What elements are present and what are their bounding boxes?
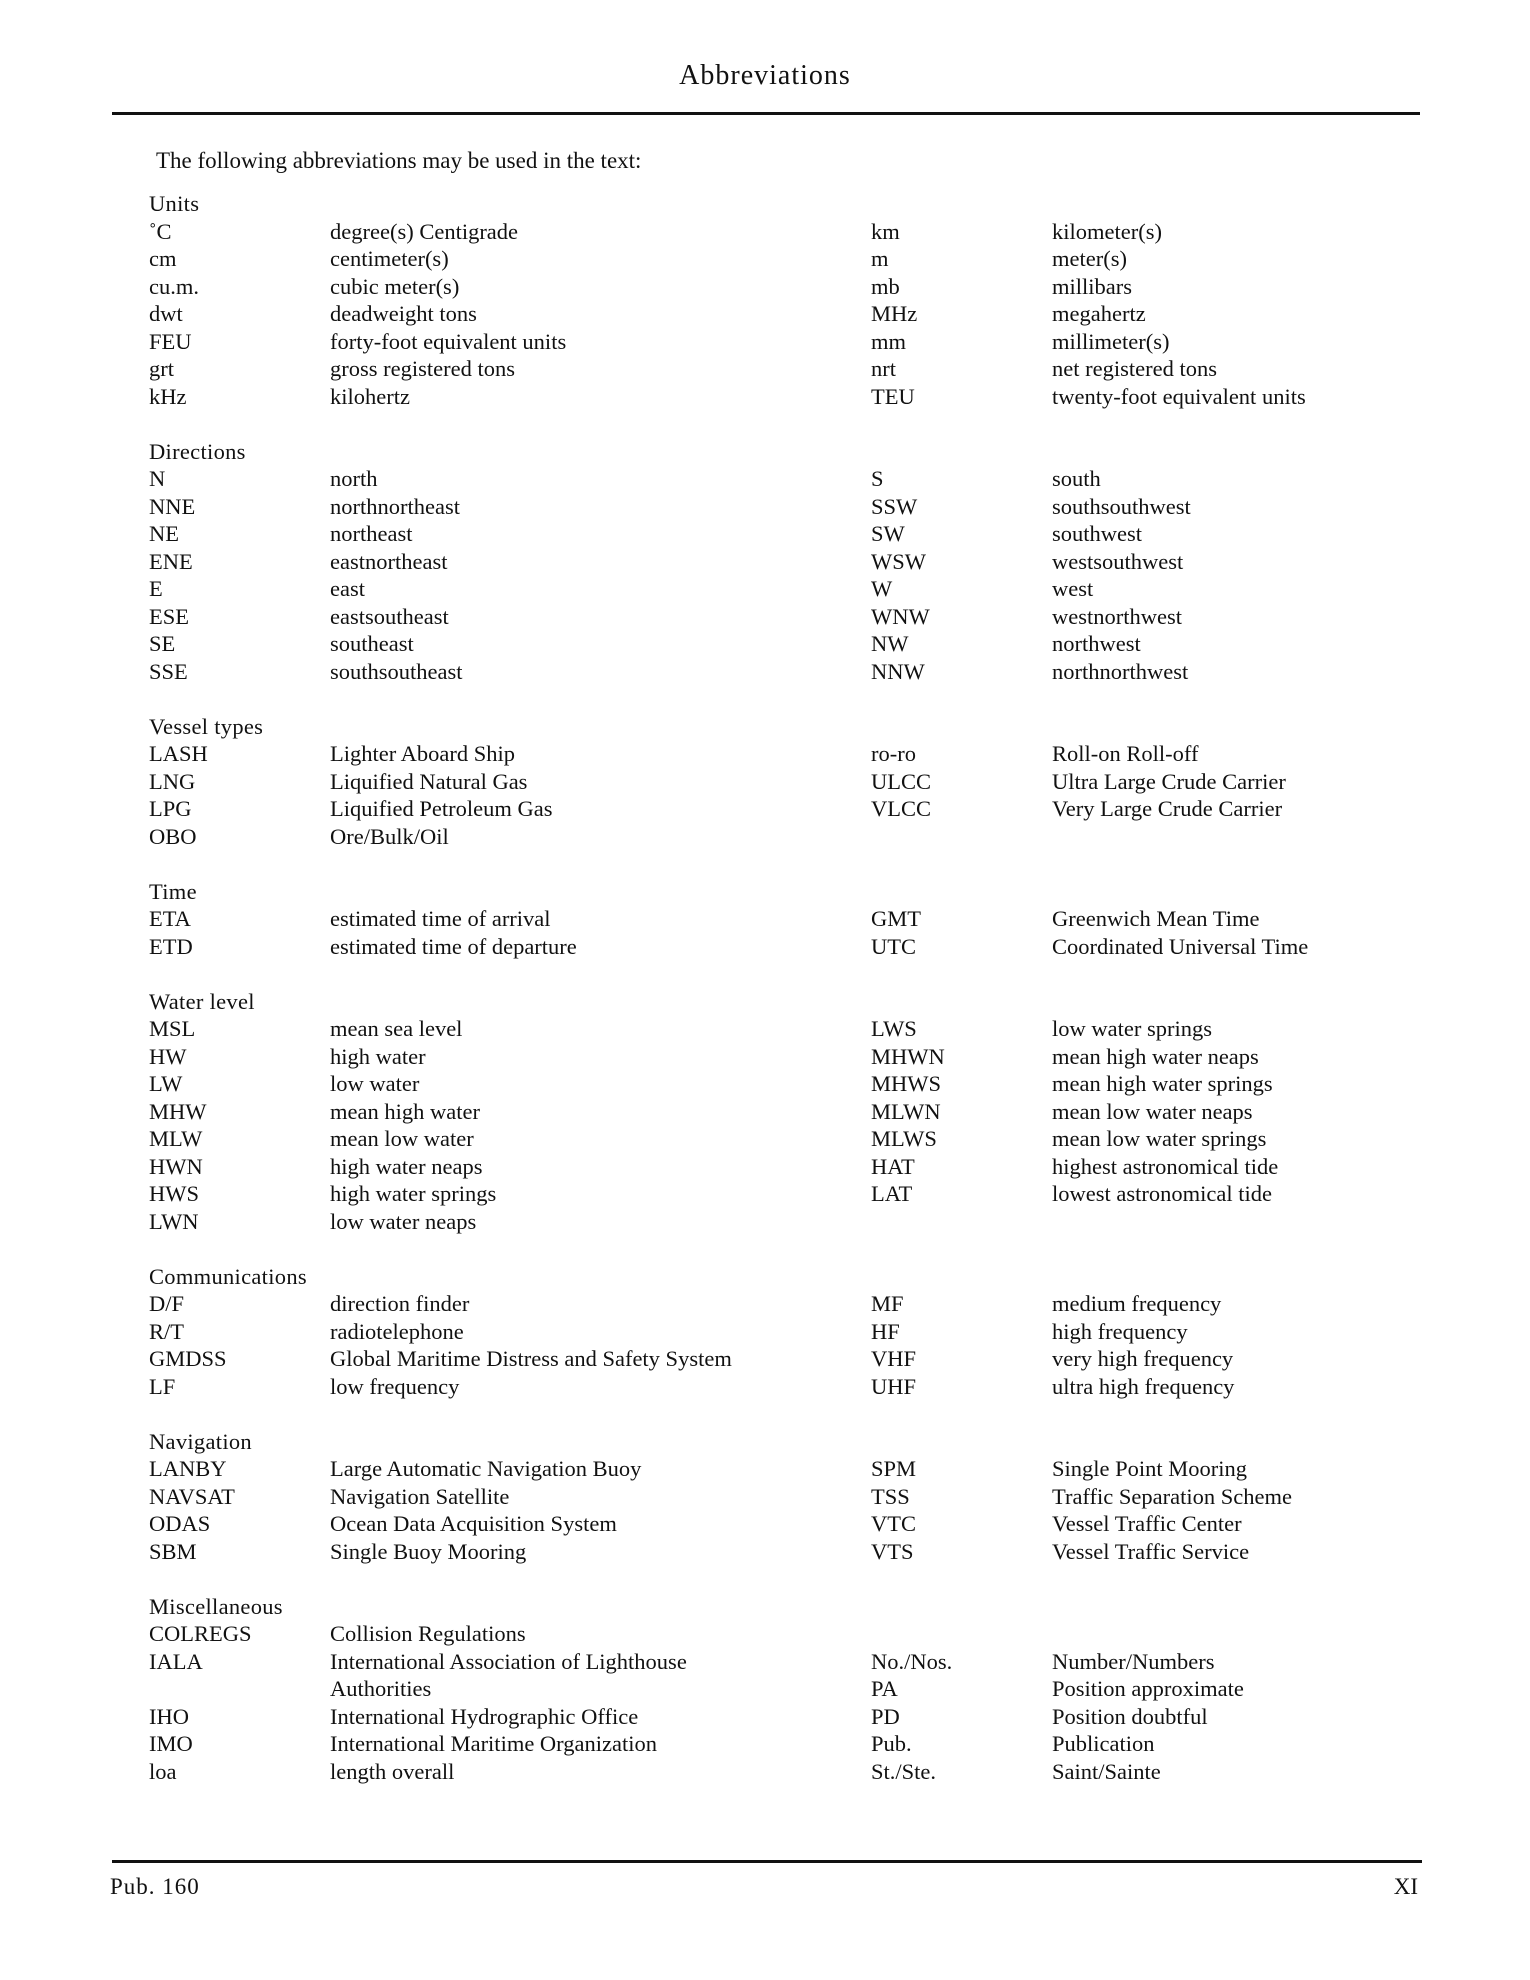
definition-left: length overall (330, 1758, 455, 1784)
abbreviation-right: nrt (871, 356, 896, 381)
abbreviation-row (149, 1043, 1349, 1071)
definition-left: northeast (330, 521, 413, 546)
section-header: Units (149, 191, 200, 216)
definition-right: Position doubtful (1052, 1703, 1208, 1729)
abbreviation-right: WNW (871, 603, 930, 629)
abbreviation-right: S (871, 466, 884, 491)
page-title: Abbreviations (679, 60, 851, 91)
definition-right: south (1052, 466, 1101, 491)
definition-left: low frequency (330, 1373, 460, 1399)
definition-right: Vessel Traffic Center (1052, 1511, 1242, 1536)
abbreviation-left: COLREGS (149, 1621, 252, 1646)
definition-right: millibars (1052, 273, 1132, 299)
abbreviation-left: IHO (149, 1703, 189, 1729)
definition-right: southsouthwest (1052, 493, 1191, 519)
section-time (149, 878, 1349, 961)
definition-right: west (1052, 576, 1094, 601)
definition-left: low water (330, 1071, 420, 1096)
abbreviation-left: ETD (149, 933, 193, 959)
definition-left: Liquified Natural Gas (330, 768, 528, 794)
abbreviation-row (149, 1098, 1349, 1126)
abbreviation-right: SW (871, 521, 905, 546)
definition-right: westnorthwest (1052, 603, 1182, 629)
definition-left: north (330, 466, 378, 491)
abbreviation-row (149, 218, 1349, 246)
abbreviation-left: ETA (149, 906, 191, 931)
definition-left: eastsoutheast (330, 603, 449, 629)
definition-right: Greenwich Mean Time (1052, 906, 1260, 931)
section-header: Vessel types (149, 713, 264, 739)
definition-left: mean low water (330, 1126, 474, 1151)
definition-left: high water (330, 1043, 426, 1069)
definition-right: mean low water neaps (1052, 1098, 1253, 1124)
abbreviation-row (149, 328, 1349, 356)
abbreviation-row (149, 603, 1349, 631)
abbreviation-row (149, 905, 1349, 933)
abbreviation-row (149, 245, 1349, 273)
abbreviation-row (149, 1015, 1349, 1043)
definition-left: estimated time of departure (330, 933, 577, 959)
abbreviation-left: loa (149, 1758, 177, 1784)
definition-right: Roll-on Roll-off (1052, 741, 1199, 766)
definition-right: northwest (1052, 631, 1141, 656)
definition-right: Traffic Separation Scheme (1052, 1483, 1292, 1509)
abbreviation-row (149, 933, 1349, 961)
definition-left: deadweight tons (330, 301, 477, 326)
intro-text: The following abbreviations may be used in the text: (156, 148, 642, 173)
definition-left: Large Automatic Navigation Buoy (330, 1456, 642, 1481)
definition-left: mean high water (330, 1098, 480, 1124)
definition-left: Ore/Bulk/Oil (330, 823, 449, 849)
abbreviation-right: MHWS (871, 1071, 942, 1096)
abbreviation-row (149, 548, 1349, 576)
definition-left: radiotelephone (330, 1318, 464, 1344)
definition-left: eastnortheast (330, 548, 448, 574)
abbreviation-right: SSW (871, 493, 918, 519)
abbreviation-row (149, 1153, 1349, 1181)
abbreviation-row (149, 1455, 1349, 1483)
abbreviation-right: MLWN (871, 1098, 941, 1124)
abbreviation-right: ULCC (871, 768, 932, 794)
abbreviation-left: HWN (149, 1153, 203, 1179)
abbreviation-left: IALA (149, 1648, 203, 1674)
abbreviation-right: mm (871, 328, 907, 354)
definition-right: meter(s) (1052, 246, 1127, 271)
abbreviation-right: GMT (871, 906, 921, 931)
section-units (149, 190, 1349, 410)
abbreviation-right: HF (871, 1318, 900, 1344)
abbreviation-row (149, 823, 1349, 851)
definition-right: net registered tons (1052, 356, 1217, 381)
abbreviation-row (149, 1675, 1349, 1703)
abbreviation-left: LANBY (149, 1456, 227, 1481)
section-navigation (149, 1428, 1349, 1566)
abbreviation-row (149, 1648, 1349, 1676)
abbreviation-row (149, 740, 1349, 768)
abbreviation-row (149, 575, 1349, 603)
section-header: Time (149, 878, 197, 904)
abbreviation-row (149, 1070, 1349, 1098)
definition-right: kilometer(s) (1052, 218, 1162, 244)
abbreviation-left: ESE (149, 603, 190, 629)
abbreviation-right: Pub. (871, 1731, 912, 1756)
definition-right: twenty-foot equivalent units (1052, 383, 1306, 409)
definition-left: low water neaps (330, 1208, 477, 1234)
definition-left: Lighter Aboard Ship (330, 741, 515, 766)
definition-right: very high frequency (1052, 1346, 1234, 1371)
abbreviation-right: TSS (871, 1483, 910, 1509)
section-miscellaneous (149, 1593, 1349, 1786)
abbreviation-left: E (149, 576, 163, 601)
definition-right: northnorthwest (1052, 658, 1189, 684)
abbreviation-right: St./Ste. (871, 1758, 937, 1784)
definition-left: northnortheast (330, 493, 460, 519)
definition-left: cubic meter(s) (330, 273, 460, 299)
definition-right: Publication (1052, 1731, 1155, 1756)
section-header: Communications (149, 1263, 307, 1289)
abbreviation-right: LAT (871, 1181, 913, 1206)
abbreviation-left: N (149, 466, 166, 491)
definition-left: International Hydrographic Office (330, 1703, 639, 1729)
abbreviation-right: NNW (871, 658, 925, 684)
abbreviation-right: MHz (871, 301, 918, 326)
section-communications (149, 1263, 1349, 1401)
abbreviation-left: SSE (149, 658, 188, 684)
section-header: Miscellaneous (149, 1593, 283, 1619)
abbreviation-left: LF (149, 1373, 176, 1399)
definition-right: low water springs (1052, 1016, 1212, 1041)
abbreviation-right: VHF (871, 1346, 917, 1371)
abbreviation-left: cu.m. (149, 273, 199, 299)
abbreviation-left: ENE (149, 548, 193, 574)
abbreviation-right: VLCC (871, 796, 932, 821)
abbreviations-list (149, 190, 1349, 1813)
definition-left: mean sea level (330, 1016, 463, 1041)
abbreviation-row (149, 355, 1349, 383)
definition-left: Collision Regulations (330, 1621, 526, 1646)
abbreviation-left: HWS (149, 1181, 199, 1206)
definition-right: highest astronomical tide (1052, 1153, 1279, 1179)
abbreviation-left: kHz (149, 383, 187, 409)
abbreviation-right: MLWS (871, 1126, 937, 1151)
abbreviation-left: SE (149, 631, 176, 656)
abbreviation-row (149, 1180, 1349, 1208)
abbreviation-left: LPG (149, 796, 192, 821)
definition-right: westsouthwest (1052, 548, 1184, 574)
section-header: Water level (149, 988, 255, 1014)
definition-right: medium frequency (1052, 1291, 1222, 1316)
definition-right: southwest (1052, 521, 1142, 546)
section-vessel-types (149, 713, 1349, 851)
abbreviation-right: PA (871, 1676, 898, 1701)
abbreviation-row (149, 768, 1349, 796)
abbreviation-right: VTC (871, 1511, 916, 1536)
abbreviation-left: SBM (149, 1538, 197, 1564)
definition-left: Global Maritime Distress and Safety System (330, 1346, 732, 1371)
abbreviation-row (149, 1208, 1349, 1236)
abbreviation-right: mb (871, 273, 900, 299)
abbreviation-row (149, 1538, 1349, 1566)
definition-left: centimeter(s) (330, 246, 449, 271)
abbreviation-left: IMO (149, 1731, 193, 1756)
abbreviation-right: MHWN (871, 1043, 945, 1069)
abbreviation-right: TEU (871, 383, 915, 409)
abbreviation-right: VTS (871, 1538, 914, 1564)
definition-right: mean high water springs (1052, 1071, 1273, 1096)
abbreviation-left: NAVSAT (149, 1483, 235, 1509)
abbreviation-row (149, 465, 1349, 493)
definition-left: Single Buoy Mooring (330, 1538, 527, 1564)
abbreviation-left: grt (149, 356, 174, 381)
definition-right: lowest astronomical tide (1052, 1181, 1272, 1206)
footer-rule (112, 1860, 1422, 1863)
abbreviation-left: LNG (149, 768, 196, 794)
definition-left: Authorities (330, 1676, 432, 1701)
abbreviation-left: R/T (149, 1318, 185, 1344)
abbreviation-right: SPM (871, 1456, 917, 1481)
section-header: Directions (149, 438, 246, 464)
definition-right: Saint/Sainte (1052, 1758, 1161, 1784)
abbreviation-row (149, 300, 1349, 328)
abbreviation-row (149, 1510, 1349, 1538)
abbreviation-left: D/F (149, 1291, 185, 1316)
definition-left: International Association of Lighthouse (330, 1648, 687, 1674)
definition-left: Liquified Petroleum Gas (330, 796, 553, 821)
abbreviation-right: MF (871, 1291, 904, 1316)
definition-left: degree(s) Centigrade (330, 218, 519, 244)
abbreviation-left: LW (149, 1071, 183, 1096)
definition-left: forty-foot equivalent units (330, 328, 567, 354)
definition-left: high water neaps (330, 1153, 483, 1179)
definition-left: kilohertz (330, 383, 410, 409)
definition-left: east (330, 576, 365, 601)
section-header: Navigation (149, 1428, 252, 1454)
abbreviation-left: MHW (149, 1098, 207, 1124)
abbreviation-left: FEU (149, 328, 192, 354)
abbreviation-left: NNE (149, 493, 196, 519)
definition-right: megahertz (1052, 301, 1146, 326)
abbreviation-row (149, 273, 1349, 301)
definition-left: International Maritime Organization (330, 1731, 657, 1756)
abbreviation-row (149, 658, 1349, 686)
abbreviation-row (149, 1290, 1349, 1318)
definition-left: high water springs (330, 1181, 497, 1206)
abbreviation-row (149, 383, 1349, 411)
abbreviation-left: cm (149, 246, 177, 271)
definition-left: gross registered tons (330, 356, 515, 381)
abbreviation-right: ro-ro (871, 741, 916, 766)
definition-left: southsoutheast (330, 658, 463, 684)
page-number: XI (1393, 1874, 1418, 1899)
abbreviation-row (149, 1703, 1349, 1731)
abbreviation-left: LWN (149, 1208, 199, 1234)
definition-right: millimeter(s) (1052, 328, 1170, 354)
definition-right: Coordinated Universal Time (1052, 933, 1309, 959)
definition-right: Very Large Crude Carrier (1052, 796, 1283, 821)
abbreviation-left: OBO (149, 823, 197, 849)
abbreviation-left: dwt (149, 301, 183, 326)
section-water-level (149, 988, 1349, 1236)
abbreviation-row (149, 1483, 1349, 1511)
abbreviation-row (149, 1730, 1349, 1758)
abbreviation-left: MSL (149, 1016, 196, 1041)
abbreviation-left: GMDSS (149, 1346, 227, 1371)
abbreviation-row (149, 1620, 1349, 1648)
abbreviation-right: PD (871, 1703, 900, 1729)
definition-right: Number/Numbers (1052, 1648, 1215, 1674)
definition-left: southeast (330, 631, 414, 656)
abbreviation-row (149, 520, 1349, 548)
definition-right: Position approximate (1052, 1676, 1244, 1701)
abbreviation-row (149, 1758, 1349, 1786)
abbreviation-left: LASH (149, 741, 208, 766)
abbreviation-right: LWS (871, 1016, 917, 1041)
definition-left: Navigation Satellite (330, 1483, 510, 1509)
definition-right: mean high water neaps (1052, 1043, 1259, 1069)
abbreviation-right: NW (871, 631, 909, 656)
abbreviation-right: UTC (871, 933, 916, 959)
definition-right: Vessel Traffic Service (1052, 1538, 1250, 1564)
abbreviation-right: WSW (871, 548, 926, 574)
abbreviation-left: HW (149, 1043, 187, 1069)
definition-right: Ultra Large Crude Carrier (1052, 768, 1286, 794)
abbreviation-left: NE (149, 521, 179, 546)
definition-right: mean low water springs (1052, 1126, 1267, 1151)
abbreviation-row (149, 1318, 1349, 1346)
abbreviation-right: HAT (871, 1153, 915, 1179)
abbreviation-left: MLW (149, 1126, 203, 1151)
abbreviation-row (149, 630, 1349, 658)
abbreviation-right: m (871, 246, 889, 271)
abbreviation-left: ODAS (149, 1511, 211, 1536)
abbreviation-right: W (871, 576, 893, 601)
abbreviation-row (149, 1345, 1349, 1373)
abbreviation-right: UHF (871, 1373, 917, 1399)
definition-right: Single Point Mooring (1052, 1456, 1248, 1481)
definition-left: Ocean Data Acquisition System (330, 1511, 617, 1536)
header-rule (112, 112, 1420, 115)
abbreviation-left: ˚C (149, 218, 172, 244)
definition-left: estimated time of arrival (330, 906, 551, 931)
abbreviation-row (149, 1125, 1349, 1153)
abbreviation-row (149, 493, 1349, 521)
definition-right: ultra high frequency (1052, 1373, 1235, 1399)
abbreviation-row (149, 1373, 1349, 1401)
abbreviation-right: No./Nos. (871, 1648, 953, 1674)
abbreviation-right: km (871, 218, 900, 244)
section-directions (149, 438, 1349, 686)
definition-right: high frequency (1052, 1318, 1188, 1344)
publication-label: Pub. 160 (110, 1874, 200, 1899)
abbreviation-row (149, 795, 1349, 823)
definition-left: direction finder (330, 1291, 470, 1316)
